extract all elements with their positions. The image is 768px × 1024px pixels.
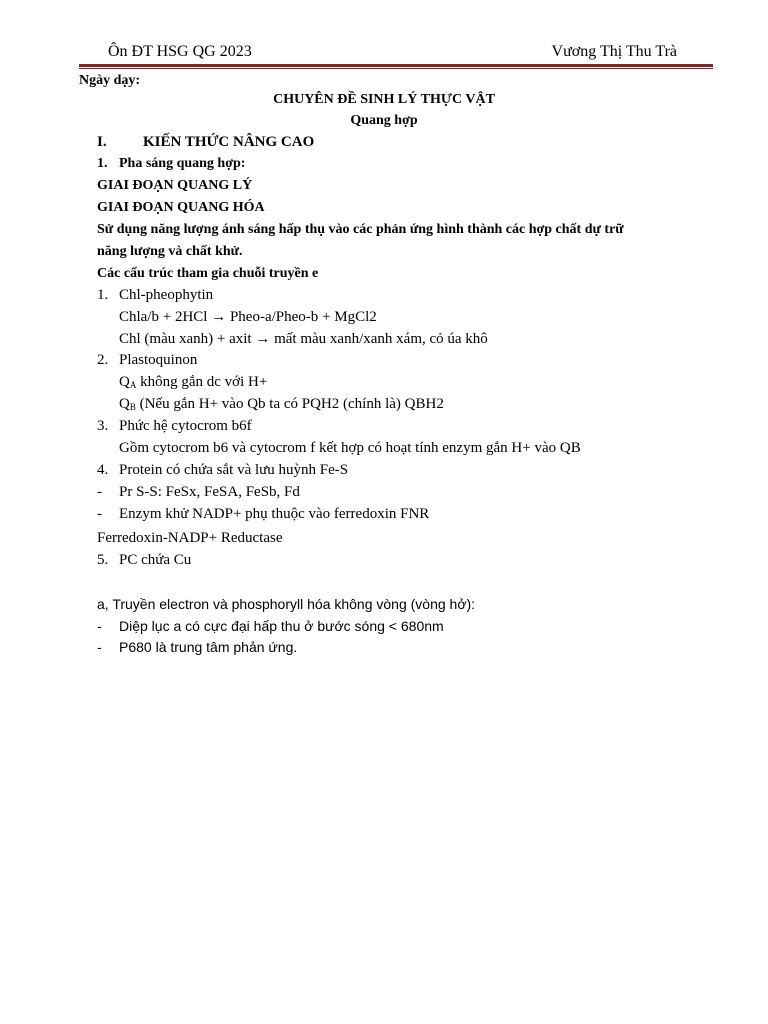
arrow-right-icon: →	[255, 331, 271, 347]
list-item-text: Phức hệ cytocrom b6f	[119, 418, 252, 434]
item-1-heading	[97, 156, 245, 172]
item-number: 3.	[97, 418, 109, 434]
stage-1-heading: GIAI ĐOẠN QUANG LÝ	[97, 178, 253, 193]
qb-line	[119, 396, 444, 413]
dash-item-text: Pr S-S: FeSx, FeSA, FeSb, Fd	[119, 484, 300, 500]
q-subscript: B	[129, 402, 136, 412]
stage-2-heading: GIAI ĐOẠN QUANG HÓA	[97, 200, 265, 215]
list-item-3	[97, 418, 252, 435]
structures-heading: Các cấu trúc tham gia chuỗi truyền e	[97, 266, 319, 281]
reaction-right: Pheo-a/Pheo-b + MgCl2	[229, 309, 377, 325]
part-a-bullet-1	[97, 618, 444, 634]
header-author: Vương Thị Thu Trà	[551, 43, 677, 60]
part-a-bullet-2	[97, 639, 297, 655]
header-course-title: Ôn ĐT HSG QG 2023	[108, 43, 252, 60]
definition-line-1: Sử dụng năng lượng ánh sáng hấp thụ vào các phản ứng hình thành các hợp chất dự trữ	[97, 222, 624, 237]
reaction-left: Chla/b + 2HCl	[119, 309, 208, 325]
list-item-4	[97, 462, 348, 479]
qa-line	[119, 374, 267, 391]
bullet-text: Diệp lục a có cực đại hấp thu ở bước sóng < 680nm	[119, 618, 444, 634]
section-numeral: I.	[97, 134, 107, 150]
fnr-fullname: Ferredoxin-NADP+ Reductase	[97, 530, 283, 546]
list-item-1	[97, 287, 213, 304]
header-rule-thin	[79, 68, 713, 69]
bullet-text: P680 là trung tâm phản ứng.	[119, 639, 298, 655]
item-number: 1.	[97, 287, 109, 303]
dash-bullet: -	[97, 639, 102, 655]
item-number: 4.	[97, 462, 109, 478]
reaction-left: Chl (màu xanh) + axit	[119, 331, 252, 347]
dash-bullet: -	[97, 618, 102, 634]
list-item-text: Chl-pheophytin	[119, 287, 214, 303]
list-item-2	[97, 352, 197, 369]
dash-item-2	[97, 506, 429, 523]
q-letter: Q	[119, 396, 130, 412]
list-item-text: PC chứa Cu	[119, 552, 192, 568]
item-number: 1.	[97, 156, 108, 171]
list-item-5	[97, 552, 191, 569]
dash-item-text: Enzym khử NADP+ phụ thuộc vào ferredoxin FNR	[119, 506, 430, 522]
part-a-heading: a, Truyền electron và phosphoryll hóa không vòng (vòng hở):	[97, 596, 476, 612]
list-item-text: Protein có chứa sắt và lưu huỳnh Fe-S	[119, 462, 349, 478]
q-subscript: A	[129, 380, 137, 390]
q-letter: Q	[119, 374, 130, 390]
qb-text: (Nếu gắn H+ vào Qb ta có PQH2 (chính là) QBH2	[135, 396, 444, 412]
item-heading-text: Pha sáng quang hợp:	[119, 156, 246, 171]
dash-item-1	[97, 484, 300, 501]
definition-line-2: năng lượng và chất khử.	[97, 244, 243, 259]
date-label: Ngày dạy:	[79, 73, 141, 88]
cytochrome-detail: Gồm cytocrom b6 và cytocrom f kết hợp có hoạt tính enzym gắn H+ vào QB	[119, 440, 581, 456]
item-number: 2.	[97, 352, 109, 368]
arrow-right-icon: →	[211, 309, 227, 325]
item-number: 5.	[97, 552, 109, 568]
page-subtitle: Quang hợp	[350, 113, 418, 128]
header-rule-thick	[79, 64, 713, 67]
reaction-right: mất màu xanh/xanh xám, cỏ úa khô	[274, 331, 488, 347]
dash-bullet: -	[97, 484, 102, 500]
dash-bullet: -	[97, 506, 102, 522]
section-heading-i	[97, 134, 314, 151]
list-item-text: Plastoquinon	[119, 352, 198, 368]
reaction-line-1	[119, 309, 377, 326]
reaction-line-2	[119, 331, 488, 348]
qa-text: không gắn dc với H+	[136, 374, 268, 390]
page-title: CHUYÊN ĐỀ SINH LÝ THỰC VẬT	[273, 92, 495, 107]
section-title: KIẾN THỨC NÂNG CAO	[143, 134, 315, 150]
